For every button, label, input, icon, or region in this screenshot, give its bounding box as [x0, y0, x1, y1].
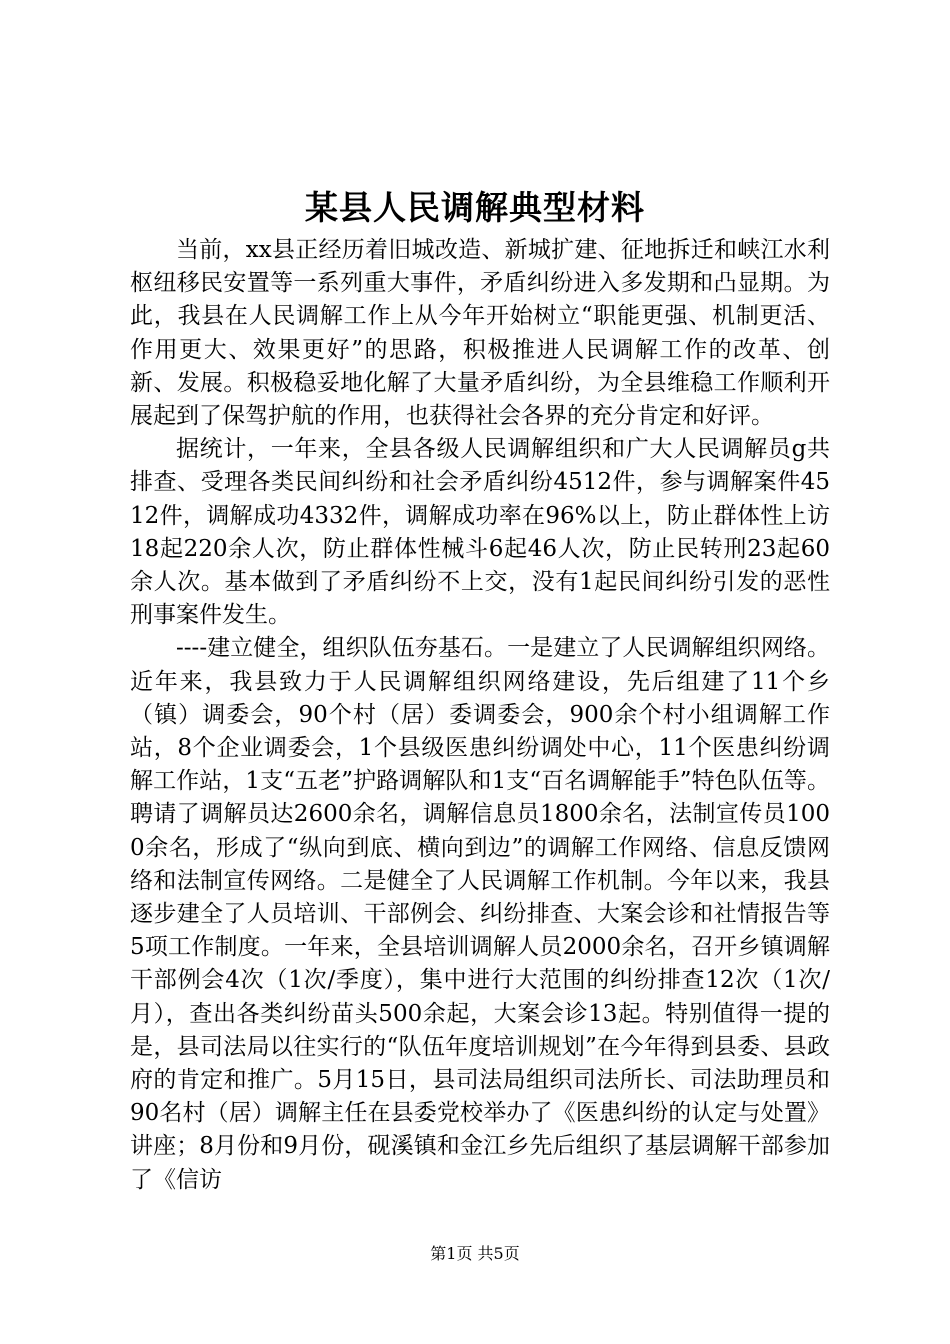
paragraph-intro: 当前，xx县正经历着旧城改造、新城扩建、征地拆迁和峡江水利枢纽移民安置等一系列重大事件，矛盾纠纷进入多发期和凸显期。为此，我县在人民调解工作上从今年开始树立“职能更强、机制更活、作用更大、效果更好”的思路，积极推进人民调解工作的改革、创新、发展。积极稳妥地化解了大量矛盾纠纷，为全县维稳工作顺利开展起到了保驾护航的作用，也获得社会各界的充分肯定和好评。: [130, 237, 830, 430]
document-body: [130, 234, 830, 1197]
document-title: 某县人民调解典型材料: [305, 188, 645, 227]
page-number-footer: 第1页 共5页: [430, 1244, 520, 1263]
paragraph-organization: ----建立健全，组织队伍夯基石。一是建立了人民调解组织网络。近年来，我县致力于人民调解组织网络建设，先后组建了11个乡（镇）调委会，90个村（居）委调委会，900余个村小组调解工作站，8个企业调委会，1个县级医患纠纷调处中心，11个医患纠纷调解工作站，1支“五老”护路调解队和1支“百名调解能手”特色队伍等。聘请了调解员达2600余名，调解信息员1800余名，法制宣传员1000余名，形成了“纵向到底、横向到边”的调解工作网络、信息反馈网络和法制宣传网络。二是健全了人民调解工作机制。今年以来，我县逐步建全了人员培训、干部例会、纠纷排查、大案会诊和社情报告等5项工作制度。一年来，全县培训调解人员2000余名，召开乡镇调解干部例会4次（1次/季度），集中进行大范围的纠纷排查12次（1次/月），查出各类纠纷苗头500余起，大案会诊13起。特别值得一提的是，县司法局以往实行的“队伍年度培训规划”在今年得到县委、县政府的肯定和推广。5月15日，县司法局组织司法所长、司法助理员和90名村（居）调解主任在县委党校举办了《医患纠纷的认定与处置》讲座；8月份和9月份，砚溪镇和金江乡先后组织了基层调解干部参加了《信访: [130, 635, 830, 1193]
paragraph-statistics: 据统计，一年来，全县各级人民调解组织和广大人民调解员g共排查、受理各类民间纠纷和社会矛盾纠纷4512件，参与调解案件4512件，调解成功4332件，调解成功率在96%以上，防止群体性上访18起220余人次，防止群体性械斗6起46人次，防止民转刑23起60余人次。基本做到了矛盾纠纷不上交，没有1起民间纠纷引发的恶性刑事案件发生。: [130, 436, 830, 629]
